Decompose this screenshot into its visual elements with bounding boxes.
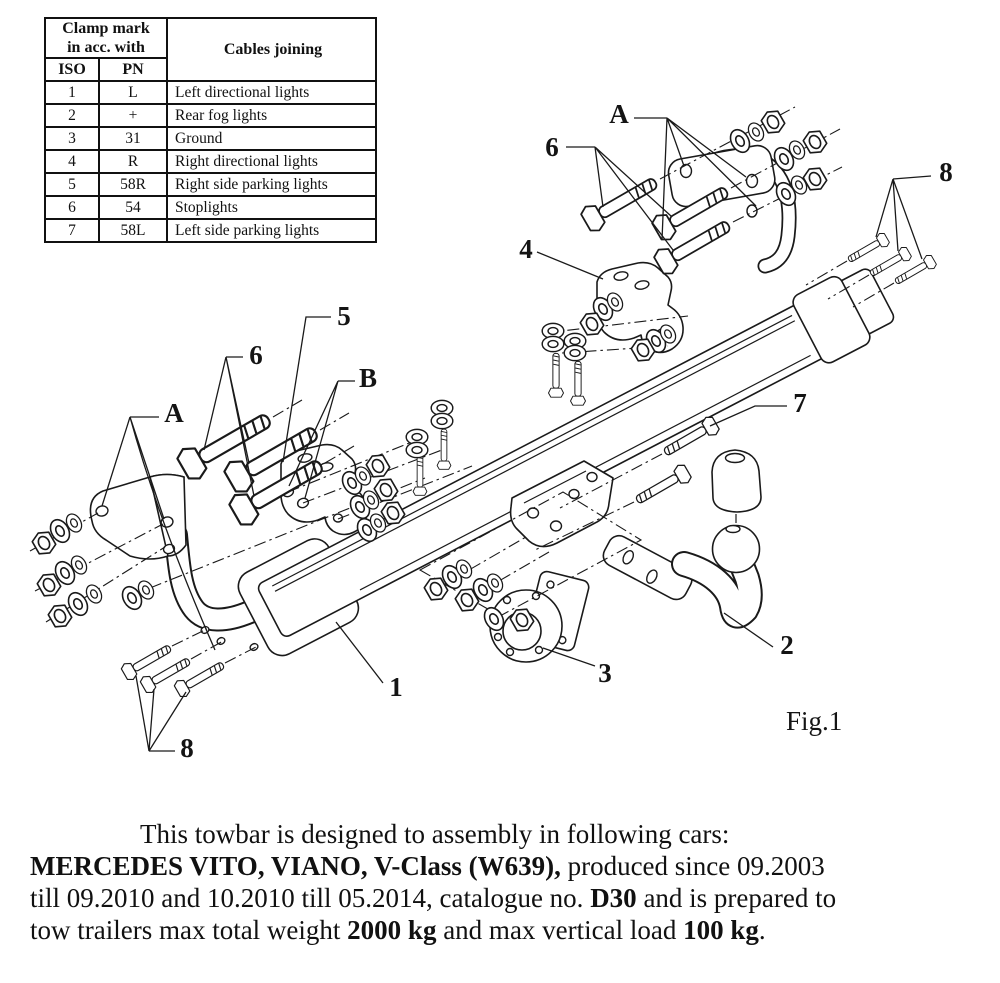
left-bracket-strap xyxy=(176,535,250,620)
bolt xyxy=(437,429,451,469)
callout-1: 1 xyxy=(389,672,403,702)
description-text-run: and is prepared to xyxy=(636,883,837,913)
callout-a-left: A xyxy=(164,398,184,428)
iso-cell: 1 xyxy=(45,81,99,104)
bracket-hole xyxy=(587,473,597,482)
bracket-hole xyxy=(569,490,579,499)
callout-3: 3 xyxy=(598,658,612,688)
pn-cell: R xyxy=(99,150,167,173)
callout-2: 2 xyxy=(780,630,794,660)
clamp-header-line2: in acc. with xyxy=(67,39,145,56)
cables-cell: Ground xyxy=(167,127,376,150)
pn-cell: + xyxy=(99,104,167,127)
cables-cell: Left directional lights xyxy=(167,81,376,104)
iso-cell: 5 xyxy=(45,173,99,196)
cables-cell: Right directional lights xyxy=(167,150,376,173)
towball xyxy=(713,526,760,573)
description-text-run: produced since 09.2003 xyxy=(560,851,825,881)
figure-caption: Fig.1 xyxy=(786,706,843,736)
strap-hole xyxy=(681,165,692,178)
bracket-hole xyxy=(551,521,562,531)
iso-cell: 7 xyxy=(45,219,99,242)
callout-4: 4 xyxy=(519,234,533,264)
cables-cell: Left side parking lights xyxy=(167,219,376,242)
pn-cell: 58R xyxy=(99,173,167,196)
callout-6-top: 6 xyxy=(545,132,559,162)
pn-cell: L xyxy=(99,81,167,104)
description-line xyxy=(30,850,965,882)
callout-b: B xyxy=(358,363,378,393)
iso-cell: 6 xyxy=(45,196,99,219)
callout-8-bottom: 8 xyxy=(180,733,194,763)
towball-cover-cap xyxy=(712,450,761,523)
washer xyxy=(564,345,586,360)
cables-joining-header: Cables joining xyxy=(167,18,376,81)
bolt xyxy=(413,455,427,495)
max-total-weight: 2000 kg xyxy=(347,915,437,945)
callout-6-left: 6 xyxy=(249,340,263,370)
pn-cell: 58L xyxy=(99,219,167,242)
pn-header: PN xyxy=(99,58,167,81)
callout-5: 5 xyxy=(337,301,351,331)
description-text-run: . xyxy=(758,915,766,945)
description-intro: This towbar is designed to assembly in following cars: xyxy=(140,819,730,849)
pn-cell: 54 xyxy=(99,196,167,219)
bracket-hole xyxy=(528,508,539,518)
clamp-header-line1: Clamp mark xyxy=(62,20,150,37)
description-text-run: and max vertical load xyxy=(436,915,684,945)
bolt xyxy=(571,361,586,405)
callout-7: 7 xyxy=(793,388,807,418)
iso-cell: 4 xyxy=(45,150,99,173)
iso-cell: 2 xyxy=(45,104,99,127)
cables-cell: Stoplights xyxy=(167,196,376,219)
cables-cell: Right side parking lights xyxy=(167,173,376,196)
washer xyxy=(431,413,453,428)
callout-a-top: A xyxy=(609,99,629,129)
bolt xyxy=(632,463,693,510)
iso-header: ISO xyxy=(45,58,99,81)
max-vertical-load: 100 kg xyxy=(683,915,759,945)
washer xyxy=(542,336,564,351)
pn-cell: 31 xyxy=(99,127,167,150)
description-line xyxy=(30,818,965,850)
iso-cell: 3 xyxy=(45,127,99,150)
cables-cell: Rear fog lights xyxy=(167,104,376,127)
catalogue-number: D30 xyxy=(590,883,637,913)
left-bracket-flange xyxy=(90,475,186,560)
description-line xyxy=(30,882,965,914)
bolt xyxy=(549,353,564,397)
description-text xyxy=(30,818,965,946)
description-text-run: tow trailers max total weight xyxy=(30,915,348,945)
description-line xyxy=(30,914,965,946)
car-models: MERCEDES VITO, VIANO, V-Class (W639), xyxy=(30,851,561,881)
bolt xyxy=(845,231,890,266)
description-text-run: till 09.2010 and 10.2010 till 05.2014, catalogue no. xyxy=(30,883,591,913)
washer xyxy=(406,442,428,457)
callout-8-right: 8 xyxy=(939,157,953,187)
